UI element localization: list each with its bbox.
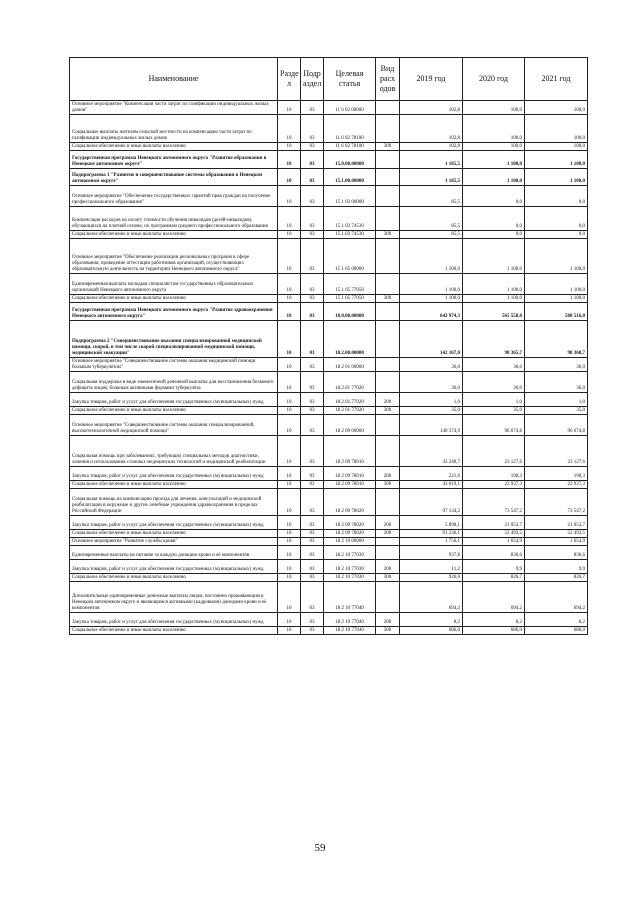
row-razdel: 10 — [278, 101, 301, 115]
header-year-2019: 2019 год — [400, 58, 463, 101]
table-row — [70, 303, 588, 321]
header-podrazdel: Подр аздел — [301, 58, 324, 101]
row-razdel: 10 — [278, 530, 301, 538]
row-target-article: 11 6 02 00000 — [324, 101, 376, 115]
row-podrazdel: 03 — [301, 481, 324, 489]
row-razdel: 10 — [278, 574, 301, 582]
row-podrazdel: 03 — [301, 101, 324, 115]
table-row — [70, 560, 588, 574]
row-podrazdel: 03 — [301, 516, 324, 530]
row-name: Закупка товаров, работ и услуг для обеспечения государственных (муниципальных) нужд — [70, 613, 278, 627]
row-podrazdel: 03 — [301, 169, 324, 186]
row-podrazdel: 03 — [301, 407, 324, 415]
row-name: Основное мероприятие "Совершенствование системы оказания медицинской помощи больным туберкулёзом" — [70, 358, 278, 372]
row-name: Социальное обеспечение и иные выплаты населению — [70, 627, 278, 635]
row-value-2021: 1 654,9 — [525, 538, 588, 546]
row-value-2020: 1,0 — [463, 393, 525, 407]
table-row — [70, 415, 588, 436]
row-target-article: 11 6 02 78100 — [324, 143, 376, 151]
row-name: Социальное обеспечение и иные выплаты населению — [70, 530, 278, 538]
table-row — [70, 186, 588, 207]
row-target-article: 18.2.01 77020 — [324, 372, 376, 393]
table-row — [70, 516, 588, 530]
row-value-2019: 85,5 — [400, 186, 463, 207]
row-target-article: 15.1.00.00000 — [324, 169, 376, 186]
table-row — [70, 436, 588, 467]
row-value-2021: 1 100,0 — [525, 274, 588, 295]
row-value-2021: 836,6 — [525, 546, 588, 560]
table-row — [70, 274, 588, 295]
row-value-2021: 23 127,6 — [525, 436, 588, 467]
row-expense-type — [376, 151, 400, 169]
row-expense-type — [376, 321, 400, 358]
row-value-2019: 102,8 — [400, 143, 463, 151]
row-podrazdel: 03 — [301, 415, 324, 436]
table-row — [70, 582, 588, 613]
row-razdel: 10 — [278, 560, 301, 574]
row-name: Социальные выплаты жителям сельской местности на компенсацию части затрат по газификации индивидуальных жилых домов — [70, 115, 278, 143]
row-target-article: 18 2 09 78020 — [324, 489, 376, 516]
table-row — [70, 207, 588, 231]
row-name: Социальное обеспечение и иные выплаты населению — [70, 574, 278, 582]
row-value-2020: 9,9 — [463, 560, 525, 574]
row-podrazdel: 03 — [301, 627, 324, 635]
row-razdel: 10 — [278, 239, 301, 274]
budget-table — [69, 57, 588, 635]
row-value-2020: 0,0 — [463, 207, 525, 231]
row-name: Единовременные выплаты на питание за каждую донацию крови и её компонентов — [70, 546, 278, 560]
table-row — [70, 295, 588, 303]
table-row — [70, 372, 588, 393]
header-razdel: Разде л — [278, 58, 301, 101]
table-row — [70, 538, 588, 546]
row-target-article: 15 1 05 77050 — [324, 274, 376, 295]
table-row — [70, 231, 588, 239]
row-name: Единовременная выплата молодым специалистам государственных образовательных организаций Ненецкого автономного округа — [70, 274, 278, 295]
row-razdel: 10 — [278, 481, 301, 489]
row-value-2019: 221,6 — [400, 467, 463, 481]
row-name: Основное мероприятие "Компенсация части затрат по газификации индивидуальных жилых домов" — [70, 101, 278, 115]
row-value-2019: 97 134,2 — [400, 489, 463, 516]
row-value-2020: 100,0 — [463, 101, 525, 115]
row-razdel: 10 — [278, 295, 301, 303]
row-value-2021: 686,0 — [525, 627, 588, 635]
row-target-article: 18 2 01 00000 — [324, 358, 376, 372]
row-expense-type: 200 — [376, 560, 400, 574]
row-value-2019: 1 756,1 — [400, 538, 463, 546]
row-razdel: 10 — [278, 538, 301, 546]
row-value-2020: 52 493,5 — [463, 530, 525, 538]
table-row — [70, 489, 588, 516]
row-name: Дополнительные единовременные денежные выплаты лицам, постоянно проживающим в Ненецком автономном округе и являющимся активными (кадровыми) донорами крови и её компонентов — [70, 582, 278, 613]
row-name: Социальное обеспечение и иные выплаты населению — [70, 143, 278, 151]
row-razdel: 10 — [278, 467, 301, 481]
row-razdel: 10 — [278, 303, 301, 321]
row-value-2020: 100,0 — [463, 115, 525, 143]
row-name: Социальная помощь на компенсацию проезда для лечения, консультаций и медицинской реабилитации в окружные и другие лечебные учреждения здравоохранения в пределах Российской Федерации — [70, 489, 278, 516]
row-name: Основное мероприятие "Обеспечение реализации региональных программ в сфере образования, проведение аттестации работников организаций, осуществляющих образовательную деятельность на территории Ненецкого автономного округа" — [70, 239, 278, 274]
row-value-2021: 96 674,8 — [525, 415, 588, 436]
row-value-2021: 35,0 — [525, 407, 588, 415]
header-expense-type: Вид расх одов — [376, 58, 400, 101]
row-razdel: 10 — [278, 613, 301, 627]
row-razdel: 10 — [278, 115, 301, 143]
row-expense-type — [376, 239, 400, 274]
row-value-2019: 43 019,1 — [400, 481, 463, 489]
row-target-article: 15 1 05 00000 — [324, 239, 376, 274]
row-expense-type — [376, 489, 400, 516]
row-expense-type: 300 — [376, 231, 400, 239]
table-row — [70, 101, 588, 115]
row-target-article: 18 2 01 77020 — [324, 407, 376, 415]
row-value-2020: 21 053,7 — [463, 516, 525, 530]
row-expense-type — [376, 207, 400, 231]
row-podrazdel: 03 — [301, 115, 324, 143]
row-value-2021: 100,0 — [525, 143, 588, 151]
row-podrazdel: 03 — [301, 538, 324, 546]
row-value-2019: 642 974,3 — [400, 303, 463, 321]
row-podrazdel: 03 — [301, 207, 324, 231]
row-razdel: 10 — [278, 186, 301, 207]
row-value-2020: 0,0 — [463, 231, 525, 239]
row-value-2019: 926,6 — [400, 574, 463, 582]
row-value-2019: 8,2 — [400, 613, 463, 627]
row-target-article: 18 2 09 78010 — [324, 481, 376, 489]
row-expense-type — [376, 186, 400, 207]
row-expense-type — [376, 372, 400, 393]
row-name: Государственная программа Ненецкого автономного округа "Развитие здравоохранения Ненецкого автономного округа" — [70, 303, 278, 321]
row-value-2019: 11,2 — [400, 560, 463, 574]
row-value-2019: 85,5 — [400, 231, 463, 239]
row-target-article: 15.0.00.00000 — [324, 151, 376, 169]
row-name: Закупка товаров, работ и услуг для обеспечения государственных (муниципальных) нужд — [70, 560, 278, 574]
row-target-article: 18 2 10 77040 — [324, 613, 376, 627]
row-expense-type: 300 — [376, 407, 400, 415]
row-expense-type: 300 — [376, 574, 400, 582]
row-target-article: 18 2 09 78010 — [324, 436, 376, 467]
row-name: Закупка товаров, работ и услуг для обеспечения государственных (муниципальных) нужд — [70, 467, 278, 481]
table-header-row — [70, 58, 588, 101]
row-podrazdel: 03 — [301, 393, 324, 407]
row-value-2019: 937,8 — [400, 546, 463, 560]
row-expense-type: 300 — [376, 530, 400, 538]
row-razdel: 10 — [278, 274, 301, 295]
row-podrazdel: 03 — [301, 372, 324, 393]
table-row — [70, 530, 588, 538]
row-expense-type — [376, 415, 400, 436]
row-value-2019: 686,0 — [400, 627, 463, 635]
table-row — [70, 613, 588, 627]
row-name: Социальное обеспечение и иные выплаты населению — [70, 295, 278, 303]
row-value-2021: 100,0 — [525, 115, 588, 143]
row-value-2021: 98 368,7 — [525, 321, 588, 358]
row-value-2020: 36,0 — [463, 358, 525, 372]
table-row — [70, 393, 588, 407]
row-expense-type — [376, 101, 400, 115]
table-row — [70, 321, 588, 358]
row-expense-type: 300 — [376, 295, 400, 303]
row-target-article: 15 1 03 74530 — [324, 207, 376, 231]
row-value-2020: 35,0 — [463, 407, 525, 415]
row-value-2021: 52 493,5 — [525, 530, 588, 538]
row-name: Государственная программа Ненецкого автономного округа "Развитие образования в Ненецком автономном округе" — [70, 151, 278, 169]
table-row — [70, 115, 588, 143]
row-expense-type: 300 — [376, 481, 400, 489]
row-value-2021: 826,7 — [525, 574, 588, 582]
header-year-2020: 2020 год — [463, 58, 525, 101]
row-value-2019: 36,0 — [400, 358, 463, 372]
row-value-2019: 91 236,1 — [400, 530, 463, 538]
row-podrazdel: 03 — [301, 560, 324, 574]
row-podrazdel: 03 — [301, 530, 324, 538]
row-value-2019: 1 100,0 — [400, 295, 463, 303]
row-expense-type — [376, 274, 400, 295]
row-value-2019: 35,0 — [400, 407, 463, 415]
row-target-article: 18 2 09 78020 — [324, 530, 376, 538]
row-expense-type — [376, 358, 400, 372]
row-name: Закупка товаров, работ и услуг для обеспечения государственных (муниципальных) нужд — [70, 516, 278, 530]
row-value-2019: 102,8 — [400, 115, 463, 143]
row-podrazdel: 03 — [301, 143, 324, 151]
row-target-article: 18.2.01.77020 — [324, 393, 376, 407]
table-body — [70, 101, 588, 635]
row-value-2020: 1 100,0 — [463, 169, 525, 186]
row-target-article: 15 1 05 77050 — [324, 295, 376, 303]
row-value-2021: 21 053,7 — [525, 516, 588, 530]
row-value-2020: 1 100,0 — [463, 151, 525, 169]
row-razdel: 10 — [278, 151, 301, 169]
row-name: Основное мероприятие "Обеспечение государственных гарантий прав граждан на получение профессионального образования" — [70, 186, 278, 207]
row-value-2019: 140 374,9 — [400, 415, 463, 436]
header-target-article: Целевая статья — [324, 58, 376, 101]
row-target-article: 18 2 10 00000 — [324, 538, 376, 546]
row-value-2021: 100,0 — [525, 101, 588, 115]
row-expense-type — [376, 546, 400, 560]
row-expense-type — [376, 115, 400, 143]
row-value-2020: 190,3 — [463, 467, 525, 481]
row-razdel: 10 — [278, 143, 301, 151]
row-value-2019: 142 167,0 — [400, 321, 463, 358]
row-expense-type: 300 — [376, 143, 400, 151]
row-razdel: 10 — [278, 582, 301, 613]
row-value-2020: 1 100,0 — [463, 239, 525, 274]
row-value-2020: 23 127,6 — [463, 436, 525, 467]
row-value-2019: 5 898,1 — [400, 516, 463, 530]
header-name: Наименование — [70, 58, 278, 101]
row-expense-type: 200 — [376, 393, 400, 407]
table-row — [70, 239, 588, 274]
row-value-2021: 1 100,0 — [525, 239, 588, 274]
row-razdel: 10 — [278, 415, 301, 436]
row-value-2021: 190,3 — [525, 467, 588, 481]
row-name: Закупка товаров, работ и услуг для обеспечения государственных (муниципальных) нужд — [70, 393, 278, 407]
table-row — [70, 574, 588, 582]
row-razdel: 10 — [278, 358, 301, 372]
row-podrazdel: 03 — [301, 546, 324, 560]
row-value-2020: 694,2 — [463, 582, 525, 613]
row-target-article: 18 2 10 77040 — [324, 627, 376, 635]
row-value-2020: 100,0 — [463, 143, 525, 151]
row-value-2019: 102,8 — [400, 101, 463, 115]
table-row — [70, 143, 588, 151]
row-name: Социальное обеспечение и иные выплаты населению — [70, 481, 278, 489]
row-razdel: 10 — [278, 627, 301, 635]
row-value-2021: 8,2 — [525, 613, 588, 627]
row-podrazdel: 03 — [301, 582, 324, 613]
table-row — [70, 481, 588, 489]
row-podrazdel: 03 — [301, 151, 324, 169]
row-expense-type: 300 — [376, 627, 400, 635]
row-target-article: 18 2 09 00000 — [324, 415, 376, 436]
row-value-2020: 22 937,3 — [463, 481, 525, 489]
row-podrazdel: 03 — [301, 303, 324, 321]
row-expense-type — [376, 169, 400, 186]
row-value-2021: 1 100,0 — [525, 151, 588, 169]
row-value-2020: 96 674,8 — [463, 415, 525, 436]
row-podrazdel: 03 — [301, 274, 324, 295]
row-value-2020: 98 365,7 — [463, 321, 525, 358]
row-podrazdel: 03 — [301, 574, 324, 582]
row-razdel: 10 — [278, 321, 301, 358]
row-value-2019: 1 185,5 — [400, 169, 463, 186]
row-expense-type — [376, 538, 400, 546]
row-value-2019: 694,2 — [400, 582, 463, 613]
header-year-2021: 2021 год — [525, 58, 588, 101]
row-expense-type: 200 — [376, 613, 400, 627]
row-name: Социальная помощь при заболеваниях, требующих специальных методов диагностики, лечения и использования сложных медицинских технологий и медицинской реабилитации — [70, 436, 278, 467]
row-expense-type: 200 — [376, 467, 400, 481]
row-value-2020: 73 547,2 — [463, 489, 525, 516]
row-name: Подпрограмма 2 "Совершенствование оказания специализированной медицинской помощи, скорой, в том числе скорой специализированной медицинской помощи, медицинской эвакуации" — [70, 321, 278, 358]
row-name: Подпрограмма 1 "Развитие и совершенствование системы образования в Ненецком автономном округе" — [70, 169, 278, 186]
table-row — [70, 358, 588, 372]
table-row — [70, 627, 588, 635]
row-razdel: 10 — [278, 546, 301, 560]
row-target-article: 18 2 10 77030 — [324, 560, 376, 574]
page-number: 59 — [314, 842, 326, 854]
row-razdel: 10 — [278, 516, 301, 530]
row-name: Основное мероприятие "Развитие службы крови" — [70, 538, 278, 546]
row-expense-type — [376, 303, 400, 321]
row-expense-type — [376, 436, 400, 467]
row-target-article: 18.0.00.00000 — [324, 303, 376, 321]
row-target-article: 18 2 09 78010 — [324, 467, 376, 481]
row-target-article: 18.2.00.00000 — [324, 321, 376, 358]
row-podrazdel: 03 — [301, 489, 324, 516]
row-value-2019: 1 100,0 — [400, 274, 463, 295]
row-podrazdel: 03 — [301, 295, 324, 303]
row-value-2020: 826,7 — [463, 574, 525, 582]
row-podrazdel: 03 — [301, 467, 324, 481]
row-name: Основное мероприятие "Совершенствование системы оказания специализированной, высокотехнологичной медицинской помощи" — [70, 415, 278, 436]
row-razdel: 10 — [278, 231, 301, 239]
row-target-article: 18 2 10 77040 — [324, 582, 376, 613]
row-podrazdel: 03 — [301, 231, 324, 239]
table-row — [70, 546, 588, 560]
row-podrazdel: 03 — [301, 321, 324, 358]
row-value-2021: 22 937,3 — [525, 481, 588, 489]
row-value-2021: 0,0 — [525, 231, 588, 239]
row-razdel: 10 — [278, 436, 301, 467]
table-row — [70, 169, 588, 186]
table-row — [70, 407, 588, 415]
row-target-article: 18 2 09 78020 — [324, 516, 376, 530]
row-target-article: 11 6 02 78100 — [324, 115, 376, 143]
row-value-2020: 686,0 — [463, 627, 525, 635]
row-value-2019: 1 185,5 — [400, 151, 463, 169]
row-value-2021: 9,9 — [525, 560, 588, 574]
row-podrazdel: 03 — [301, 239, 324, 274]
row-value-2020: 565 558,8 — [463, 303, 525, 321]
row-name: Социальное обеспечение и иные выплаты населению — [70, 231, 278, 239]
row-value-2021: 0,0 — [525, 207, 588, 231]
row-value-2020: 1 100,0 — [463, 274, 525, 295]
row-value-2020: 8,2 — [463, 613, 525, 627]
row-value-2019: 1 100,0 — [400, 239, 463, 274]
row-value-2020: 1 100,0 — [463, 295, 525, 303]
row-razdel: 10 — [278, 407, 301, 415]
row-value-2019: 1,0 — [400, 393, 463, 407]
row-target-article: 15.1.03 74530 — [324, 231, 376, 239]
row-name: Компенсация расходов на оплату стоимости обучения инвалидов (детей-инвалидов), обучающихся на платной основе, по программам среднего профессионального образования — [70, 207, 278, 231]
row-podrazdel: 03 — [301, 358, 324, 372]
row-value-2021: 1 100,0 — [525, 169, 588, 186]
row-podrazdel: 03 — [301, 186, 324, 207]
row-value-2020: 0,0 — [463, 186, 525, 207]
row-value-2019: 36,0 — [400, 372, 463, 393]
row-name: Социальное обеспечение и иные выплаты населению — [70, 407, 278, 415]
row-value-2021: 36,0 — [525, 358, 588, 372]
row-value-2021: 0,0 — [525, 186, 588, 207]
row-value-2019: 43 240,7 — [400, 436, 463, 467]
row-razdel: 10 — [278, 207, 301, 231]
row-value-2020: 836,6 — [463, 546, 525, 560]
row-value-2020: 36,0 — [463, 372, 525, 393]
row-value-2019: 85,5 — [400, 207, 463, 231]
row-razdel: 10 — [278, 393, 301, 407]
row-value-2021: 73 547,2 — [525, 489, 588, 516]
row-value-2021: 694,2 — [525, 582, 588, 613]
row-expense-type — [376, 582, 400, 613]
row-target-article: 15 1 03 00000 — [324, 186, 376, 207]
row-target-article: 18.2 10 77030 — [324, 546, 376, 560]
row-razdel: 10 — [278, 169, 301, 186]
row-razdel: 10 — [278, 489, 301, 516]
row-razdel: 10 — [278, 372, 301, 393]
table-row — [70, 467, 588, 481]
row-name: Социальная поддержка в виде ежемесячной денежной выплаты для восстановления белкового дефицита лицам, больным активными формами туберкулёза — [70, 372, 278, 393]
table-row — [70, 151, 588, 169]
row-value-2021: 36,0 — [525, 372, 588, 393]
row-value-2020: 1 654,9 — [463, 538, 525, 546]
row-value-2021: 580 516,0 — [525, 303, 588, 321]
row-podrazdel: 03 — [301, 613, 324, 627]
row-value-2021: 1 100,0 — [525, 295, 588, 303]
row-value-2021: 1,0 — [525, 393, 588, 407]
row-target-article: 18 2 10 77030 — [324, 574, 376, 582]
row-podrazdel: 03 — [301, 436, 324, 467]
row-expense-type: 200 — [376, 516, 400, 530]
